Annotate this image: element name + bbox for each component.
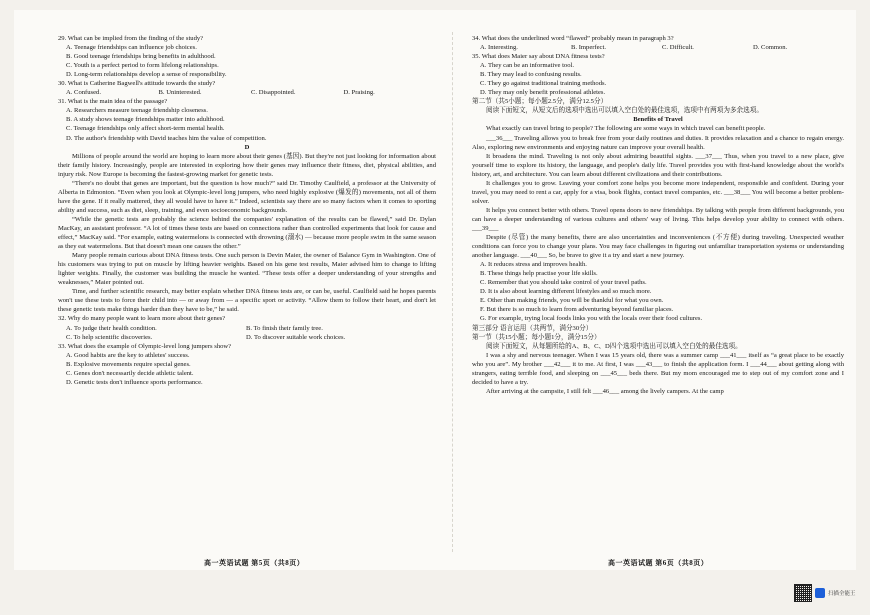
- options-row: [58, 333, 436, 342]
- passage-paragraph: ___36___ Traveling allows you to break free from your daily routines and duties. It provides relaxation and a chance to regain energy. Also, exploring new environments and enjoying nature can improve your overall health.: [472, 134, 844, 151]
- answer-option: A. Good habits are the key to athletes' success.: [66, 351, 190, 359]
- right-page-footer: 高一英语试题 第6页（共8页）: [608, 559, 709, 567]
- answer-option: D. It is also about learning different lifestyles and so much more.: [480, 288, 652, 296]
- answer-option: C. Remember that you should take control of your travel paths.: [480, 279, 647, 287]
- answer-option: B. A study shows teenage friendships matter into adulthood.: [66, 116, 225, 124]
- passage-paragraph: It challenges you to grow. Leaving your comfort zone helps you become more independent, responsible and confident. During your travel, you may need to rent a car, apply for a visa, book flights, contact travel companies, etc. ___38___ You will become a better problem-solver.: [472, 179, 844, 205]
- answer-option: A. Interesting.: [480, 44, 518, 52]
- answer-option: A. They can be an informative tool.: [480, 62, 574, 70]
- question-stem: 32. Why do many people want to learn more about their genes?: [58, 315, 226, 323]
- passage-paragraph: I was a shy and nervous teenager. When I was 15 years old, there was a summer camp ___41___ itself as “a great place to be exactly who you are”. My brother ___42___ it to me. At first, I was ___43___ to finish the application form. I ___44___ about getting along with strangers, eating terrible food, and sleeping on ___45___ beds there. But my mom encouraged me to step out of my comfort zone and I decided to have a try.: [472, 351, 844, 386]
- passage-paragraph: “There's no doubt that genes are important, but the question is how much?” said Dr. Timothy Caulfield, a professor at the University of Alberta in Edmonton. “Even when you look at Olympic-level long jumpers, who need highly explosive (爆发的) movements, not all of them have the gene. If it really mattered, they all would have to have it.” Indeed, scientists say there are so many factors when it comes to sporting ability and success, such as diet, sleep, training, and even socioeconomic backgrounds.: [58, 179, 436, 214]
- answer-option: C. Difficult.: [662, 44, 694, 52]
- question-stem: 29. What can be implied from the finding of the study?: [58, 35, 204, 42]
- section-heading: D: [244, 143, 250, 151]
- answer-option: A. To judge their health condition.: [66, 324, 157, 332]
- passage-paragraph: Millions of people around the world are hoping to learn more about their genes (基因). But they're not just looking for information about their family history. Increasingly, people are interested in exploring how their genes may influence their fitness, diet, physical abilities, and injury risk. Now Europe is becoming the fastest-growing market for genetic tests.: [58, 152, 436, 178]
- passage-paragraph: It broadens the mind. Traveling is not only about admiring beautiful sights. ___37___ Thus, when you travel to a new place, give yourself time to explore its history, the language, and people's daily life. Travel provides you with first-hand knowledge about the world's history, art, and architecture. You can learn about different civilizations and their contributions.: [472, 152, 844, 178]
- answer-option: A. Researchers measure teenage friendship closeness.: [66, 107, 208, 115]
- answer-option: B. To finish their family tree.: [246, 324, 323, 332]
- scanner-logo-icon: [815, 588, 825, 598]
- answer-option: A. Confused.: [66, 89, 101, 97]
- passage-paragraph: “While the genetic tests are probably the science behind the companies' explanation of the results can be flawed,” said Dr. Dylan MacKay, an assistant professor. “A lot of times these tests are based on connections rather than controlled experiments that look for cause and effect,” MacKay said. “For example, eating watermelons is connected with drowning (溺水) — because more people swim in the same season as they eat watermelons. But that doesn't mean one causes the other.”: [58, 215, 436, 251]
- answer-option: D. Genetic tests don't influence sports performance.: [66, 378, 203, 386]
- right-page-column: [472, 34, 844, 396]
- passage-paragraph: What exactly can travel bring to people? The following are some ways in which travel can benefit people.: [486, 125, 766, 133]
- question-stem: 34. What does the underlined word “flawed” probably mean in paragraph 3?: [472, 35, 674, 42]
- answer-option: E. Other than making friends, you will be thankful for what you own.: [480, 297, 664, 305]
- answer-option: B. Explosive movements require special genes.: [66, 360, 191, 368]
- answer-option: A. It reduces stress and improves health.: [480, 261, 587, 269]
- qr-code-icon: [794, 584, 812, 602]
- left-page-footer: 高一英语试题 第5页（共8页）: [204, 559, 305, 567]
- options-row: [58, 324, 436, 333]
- passage-paragraph: Many people remain curious about DNA fitness tests. One such person is Devin Maier, the owner of Balance Gym in Washington. One of his customers was trying to put on muscle by lifting heavier weights. Based on his gene test results, Maier advised him to change to lifting lighter weights. Finally, the customer was building the muscle he wanted. “These tests offer a deeper understanding of your strengths and weaknesses,” Maier pointed out.: [58, 252, 436, 287]
- answer-option: C. Teenage friendships only affect short-term mental health.: [66, 125, 225, 133]
- question-stem: 第三部分 语言运用（共两节，满分30分）: [472, 324, 593, 332]
- answer-option: A. Teenage friendships can influence job choices.: [66, 44, 197, 52]
- answer-option: B. They may lead to confusing results.: [480, 71, 582, 79]
- answer-option: D. To discover suitable work choices.: [246, 333, 346, 341]
- answer-option: D. They may only benefit professional athletes.: [480, 89, 606, 97]
- answer-option: C. They go against traditional training methods.: [480, 80, 607, 88]
- answer-option: F. But there is so much to learn from adventuring beyond familiar places.: [480, 306, 674, 314]
- passage-paragraph: It helps you connect better with others. Travel opens doors to new friendships. By talking with people from different backgrounds, you can have a deeper understanding of various cultures and others' way of living. This helps develop your ability to connect with others. ___39___: [472, 206, 844, 232]
- answer-option: B. These things help practise your life skills.: [480, 270, 598, 278]
- answer-option: C. Disappointed.: [251, 89, 296, 97]
- answer-option: D. Praising.: [343, 89, 375, 97]
- question-stem: 第二节（共5小题；每小题2.5分，满分12.5分）: [472, 98, 608, 106]
- passage-paragraph: After arriving at the campsite, I still felt ___46___ among the lively campers. At the camp: [486, 387, 724, 395]
- exam-sheet: [14, 10, 856, 570]
- instruction-text: 阅读下面短文，从短文后的选项中选出可以填入空白处的最佳选项，选项中有两项为多余选项。: [486, 107, 763, 115]
- left-page-column: [58, 34, 436, 387]
- question-stem: 33. What does the example of Olympic-level long jumpers show?: [58, 342, 232, 350]
- answer-option: C. Genes don't necessarily decide athletic talent.: [66, 369, 194, 377]
- question-stem: 35. What does Maier say about DNA fitness tests?: [472, 53, 605, 61]
- answer-option: C. Youth is a perfect period to form lifelong relationships.: [66, 62, 219, 70]
- question-stem: 第一节（共15小题；每小题1分，满分15分）: [472, 333, 601, 341]
- answer-option: B. Good teenage friendships bring benefits in adulthood.: [66, 53, 216, 61]
- answer-option: D. The author's friendship with David teaches him the value of competition.: [66, 134, 267, 142]
- scanner-stamp: [794, 584, 856, 602]
- answer-option: D. Common.: [753, 44, 788, 52]
- answer-option: G. For example, trying local foods links you with the locals over their food cultures.: [480, 315, 703, 323]
- options-row: [58, 88, 436, 97]
- answer-option: C. To help scientific discoveries.: [66, 333, 153, 341]
- section-heading: Benefits of Travel: [633, 116, 683, 124]
- instruction-text: 阅读下面短文，从每题所给的A、B、C、D四个选项中选出可以填入空白处的最佳选项。: [486, 342, 742, 350]
- answer-option: D. Long-term relationships develop a sense of responsibility.: [66, 71, 227, 79]
- question-stem: 30. What is Catherine Bagwell's attitude towards the study?: [58, 80, 216, 88]
- question-stem: 31. What is the main idea of the passage?: [58, 98, 168, 106]
- passage-paragraph: Time, and further scientific research, may better explain whether DNA fitness tests are, or can be, useful. Caulfield said he hopes parents won't use these tests to force their child into — or away from — a specific sport or activity. “Allow them to follow their heart, and don't let these genetic tests make things harder than they have to be,” he said.: [58, 288, 436, 314]
- passage-paragraph: Despite (尽管) the many benefits, there are also uncertainties and inconveniences (不方便) during traveling. Unexpected weather conditions can force you to change your plans. You may face challenges in figuring out unfamiliar transportation systems or understanding another language. ___40___ So, be brave to give it a try and start a new journey.: [472, 234, 844, 260]
- answer-option: B. Imperfect.: [571, 44, 606, 52]
- scanner-stamp-label: 扫描全能王: [828, 591, 856, 597]
- page-divider: [452, 32, 453, 552]
- options-row: [472, 43, 844, 52]
- answer-option: B. Uninterested.: [158, 89, 202, 97]
